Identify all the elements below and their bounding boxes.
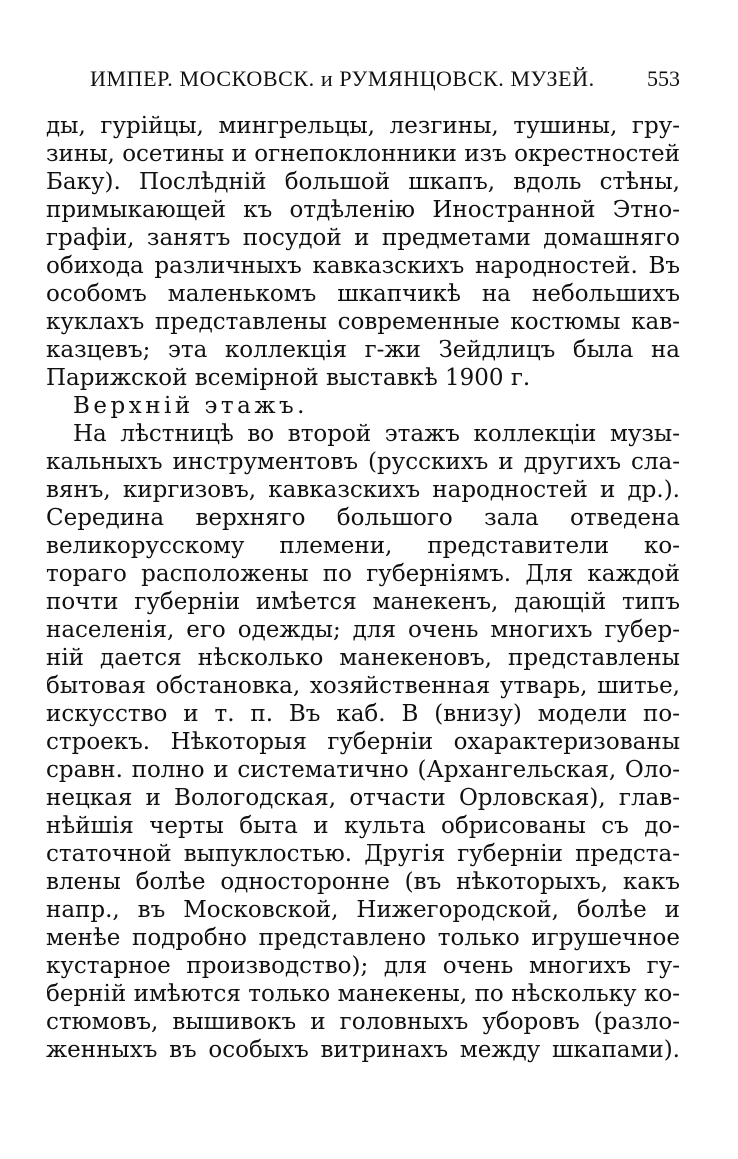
text-line: куклахъ представлены современные костюмы кав- <box>46 309 680 335</box>
text-line: Парижской всемірной выставкѣ 1900 г. <box>46 365 531 391</box>
text-line: кустарное производство); для очень многихъ гу- <box>46 953 680 979</box>
text-line: статочной выпуклостью. Другія губерніи предста- <box>46 841 680 867</box>
text-line: ды, гурійцы, мингрельцы, лезгины, тушины, гру- <box>46 113 680 139</box>
text-line: бытовая обстановка, хозяйственная утварь, шитье, <box>46 673 680 699</box>
text-line: сравн. полно и систематично (Архангельская, Оло- <box>46 757 680 783</box>
text-line: нѣйшія черты быта и культа обрисованы съ до- <box>46 813 680 839</box>
text-line: тораго расположены по губерніямъ. Для каждой <box>46 561 680 587</box>
text-line: обихода различныхъ кавказскихъ народностей. Въ <box>46 253 680 279</box>
section-heading: Верхній этажъ. <box>73 393 308 419</box>
text-line: влены болѣе односторонне (въ нѣкоторыхъ, какъ <box>46 869 680 895</box>
text-line: берній имѣются только манекены, по нѣскольку ко- <box>46 981 680 1007</box>
running-head-title: ИМПЕР. МОСКОВСК. и РУМЯНЦОВСК. МУЗЕЙ. <box>90 66 595 91</box>
text-line: графіи, занятъ посудой и предметами домашняго <box>46 225 680 251</box>
text-line: почти губерніи имѣется манекенъ, дающій типъ <box>46 589 680 615</box>
text-line: особомъ маленькомъ шкапчикѣ на небольшихъ <box>46 281 680 307</box>
text-line: Баку). Послѣдній большой шкапъ, вдоль стѣны, <box>46 169 680 195</box>
page-number: 553 <box>647 66 680 91</box>
text-line: напр., въ Московской, Нижегородской, болѣе и <box>46 897 680 923</box>
text-line: менѣе подробно представлено только игрушечное <box>46 925 680 951</box>
text-line: зины, осетины и огнепоклонники изъ окрестностей <box>46 141 680 167</box>
text-line: кальныхъ инструментовъ (русскихъ и другихъ сла- <box>46 449 680 475</box>
text-line: нецкая и Вологодская, отчасти Орловская), глав- <box>46 785 680 811</box>
running-head <box>46 62 680 96</box>
text-line: искусство и т. п. Въ каб. В (внизу) модели по- <box>46 701 680 727</box>
text-line: казцевъ; эта коллекція г-жи Зейдлицъ была на <box>46 337 680 363</box>
text-line: Середина верхняго большого зала отведена <box>46 505 680 531</box>
text-line: великорусскому племени, представители ко- <box>46 533 680 559</box>
text-line: На лѣстницѣ во второй этажъ коллекціи музы- <box>73 421 680 447</box>
text-line: вянъ, киргизовъ, кавказскихъ народностей и др.). <box>46 477 680 503</box>
text-line: женныхъ въ особыхъ витринахъ между шкапами). <box>46 1037 680 1063</box>
body-text <box>46 112 680 1064</box>
text-line: ній дается нѣсколько манекеновъ, представлены <box>46 645 680 671</box>
text-line: примыкающей къ отдѣленію Иностранной Этно- <box>46 197 680 223</box>
text-line: стюмовъ, вышивокъ и головныхъ уборовъ (разло- <box>46 1009 680 1035</box>
text-line: населенія, его одежды; для очень многихъ губер- <box>46 617 680 643</box>
text-line: строекъ. Нѣкоторыя губерніи охарактеризованы <box>46 729 680 755</box>
